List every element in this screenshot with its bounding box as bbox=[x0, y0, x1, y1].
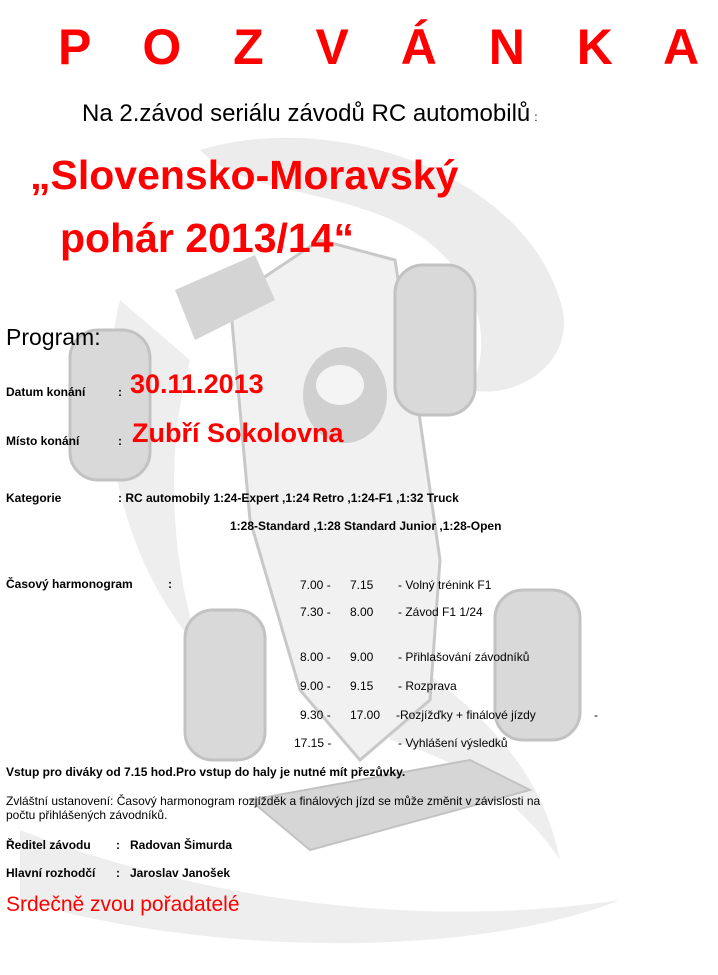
schedule-from: 7.00 - bbox=[300, 578, 331, 592]
venue-sep: : bbox=[118, 434, 122, 448]
schedule-desc: -Rozjížďky + finálové jízdy bbox=[396, 708, 536, 722]
schedule-to: 8.00 bbox=[350, 605, 374, 619]
venue-value: Zubří Sokolovna bbox=[132, 418, 344, 448]
special-provisions-line2: počtu přihlášených závodníků. bbox=[6, 808, 168, 822]
schedule-desc: - Závod F1 1/24 bbox=[398, 605, 483, 619]
categories-line2: 1:28-Standard ,1:28 Standard Junior ,1:28-Open bbox=[230, 519, 502, 533]
schedule-from: 8.00 - bbox=[300, 650, 331, 664]
schedule-from: 9.30 - bbox=[300, 708, 331, 722]
special-provisions-line1: Zvláštní ustanovení: Časový harmonogram rozjížděk a finálových jízd se může změnit v závislosti na bbox=[6, 794, 541, 808]
categories-label: Kategorie bbox=[6, 491, 62, 505]
director-sep: : bbox=[116, 838, 120, 852]
schedule-desc: - Rozprava bbox=[398, 679, 457, 693]
schedule-desc: - Přihlašování závodníků bbox=[398, 650, 530, 664]
cup-name-line1: „Slovensko-Moravský bbox=[30, 152, 459, 198]
schedule-from: 9.00 - bbox=[300, 679, 331, 693]
schedule-desc: - Volný trénink F1 bbox=[398, 578, 492, 592]
date-sep: : bbox=[118, 385, 122, 399]
schedule-trail: - bbox=[594, 708, 598, 722]
footer-greeting: Srdečně zvou pořadatelé bbox=[6, 893, 240, 916]
cup-name-line2: pohár 2013/14“ bbox=[60, 215, 354, 261]
schedule-from: 17.15 - bbox=[294, 736, 332, 750]
director-label: Ředitel závodu bbox=[6, 838, 91, 852]
date-label: Datum konání bbox=[6, 385, 86, 399]
invitation-title: P O Z V Á N K A bbox=[58, 19, 718, 75]
referee-label: Hlavní rozhodčí bbox=[6, 866, 96, 880]
spectators-note: Vstup pro diváky od 7.15 hod.Pro vstup do haly je nutné mít přezůvky. bbox=[6, 765, 406, 779]
categories-line1: : RC automobily 1:24-Expert ,1:24 Retro ,1:24-F1 ,1:32 Truck bbox=[118, 491, 459, 505]
schedule-from: 7.30 - bbox=[300, 605, 331, 619]
schedule-label: Časový harmonogram bbox=[6, 577, 133, 591]
date-value: 30.11.2013 bbox=[130, 369, 264, 399]
director-name: Radovan Šimurda bbox=[130, 838, 233, 852]
schedule-sep: : bbox=[168, 577, 172, 591]
subtitle-text: Na 2.závod seriálu závodů RC automobilů bbox=[82, 100, 531, 127]
invitation-subtitle bbox=[82, 100, 538, 128]
subtitle-colon: : bbox=[534, 110, 538, 124]
schedule-to: 17.00 bbox=[350, 708, 381, 722]
schedule-desc: - Vyhlášení výsledků bbox=[398, 736, 508, 750]
schedule-to: 7.15 bbox=[350, 578, 374, 592]
referee-name: Jaroslav Janošek bbox=[130, 866, 231, 880]
schedule-to: 9.00 bbox=[350, 650, 374, 664]
referee-sep: : bbox=[116, 866, 120, 880]
venue-label: Místo konání bbox=[6, 434, 80, 448]
program-heading: Program: bbox=[6, 324, 101, 350]
schedule-to: 9.15 bbox=[350, 679, 374, 693]
